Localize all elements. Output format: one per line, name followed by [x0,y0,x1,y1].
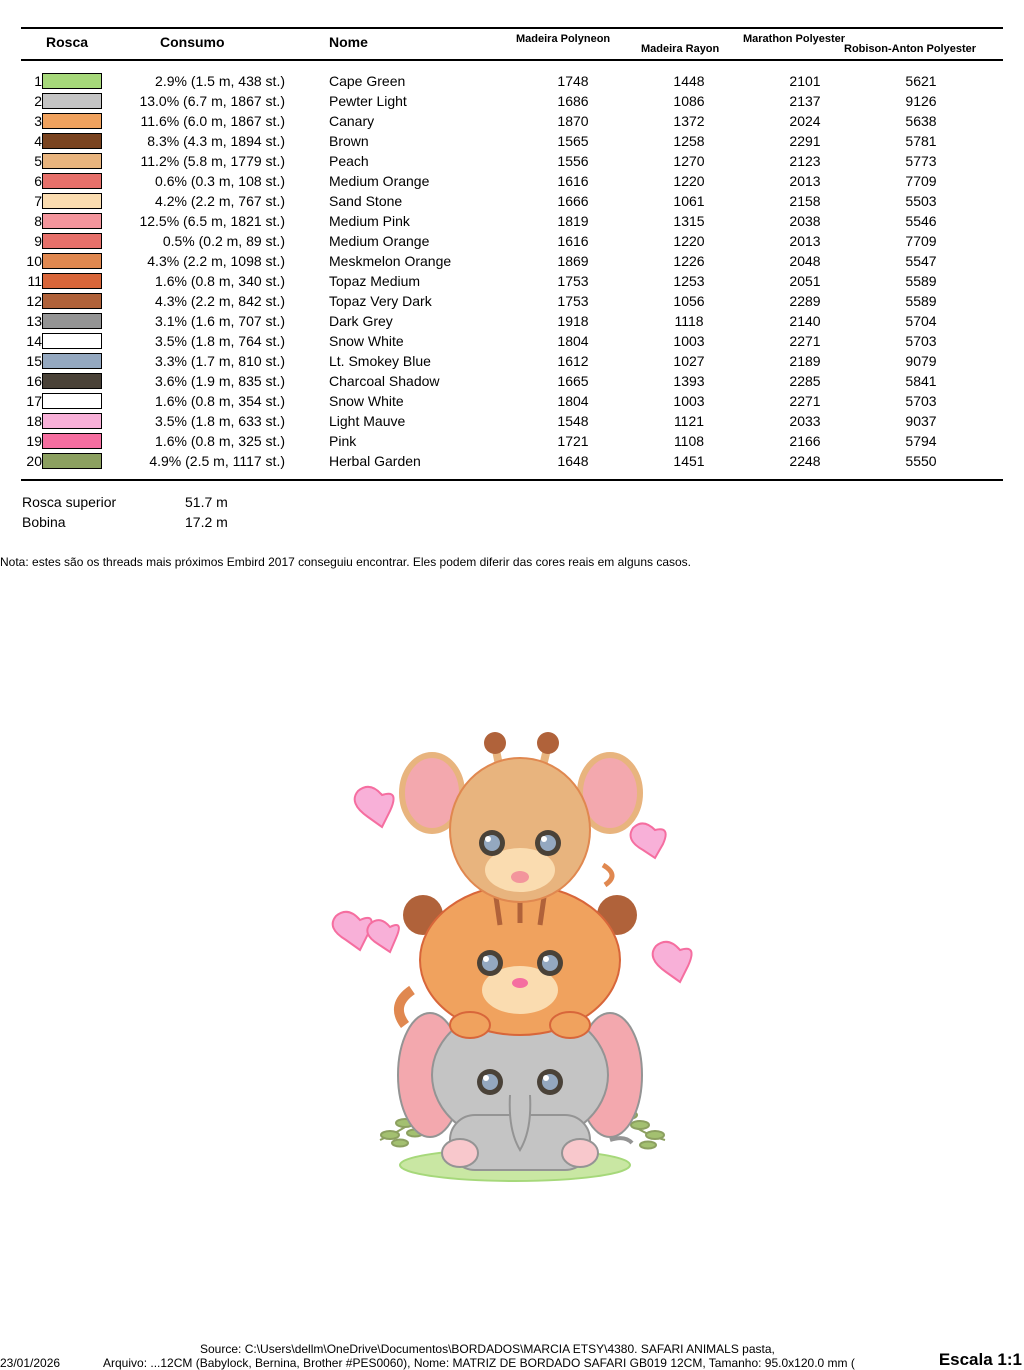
thread-table-body [0,71,1024,471]
thread-consumption: 2.9% (1.5 m, 438 st.) [155,73,285,89]
thread-name: Charcoal Shadow [329,373,440,389]
table-row [0,431,1024,451]
thread-number: 4 [34,133,42,149]
thread-consumption: 3.1% (1.6 m, 707 st.) [155,313,285,329]
marathon-polyester-code: 2048 [789,253,821,269]
thread-number: 18 [26,413,42,429]
color-swatch [42,353,102,369]
marathon-polyester-code: 2038 [789,213,821,229]
marathon-polyester-code: 2137 [789,93,821,109]
thread-name: Medium Pink [329,213,410,229]
marathon-polyester-code: 2033 [789,413,821,429]
table-header-rule [21,59,1003,61]
madeira-rayon-code: 1056 [673,293,705,309]
rosca-superior-value: 51.7 m [185,494,228,510]
madeira-polyneon-code: 1686 [557,93,589,109]
madeira-rayon-code: 1258 [673,133,705,149]
madeira-polyneon-code: 1616 [557,233,589,249]
thread-name: Medium Orange [329,233,430,249]
thread-consumption: 8.3% (4.3 m, 1894 st.) [147,133,285,149]
marathon-polyester-code: 2289 [789,293,821,309]
marathon-polyester-code: 2123 [789,153,821,169]
robison-anton-code: 5703 [905,393,937,409]
robison-anton-code: 5547 [905,253,937,269]
color-swatch [42,193,102,209]
thread-consumption: 1.6% (0.8 m, 354 st.) [155,393,285,409]
robison-anton-code: 5546 [905,213,937,229]
robison-anton-code: 7709 [905,233,937,249]
madeira-rayon-code: 1121 [673,413,705,429]
marathon-polyester-code: 2158 [789,193,821,209]
table-row [0,91,1024,111]
thread-number: 20 [26,453,42,469]
table-row [0,171,1024,191]
madeira-polyneon-code: 1753 [557,293,589,309]
madeira-rayon-code: 1027 [673,353,705,369]
thread-consumption: 0.6% (0.3 m, 108 st.) [155,173,285,189]
table-bottom-rule [21,479,1003,481]
thread-number: 7 [34,193,42,209]
madeira-rayon-code: 1108 [673,433,705,449]
color-swatch [42,453,102,469]
marathon-polyester-code: 2024 [789,113,821,129]
thread-name: Brown [329,133,369,149]
header-robison-anton: Robison-Anton Polyester [844,43,977,55]
thread-consumption: 3.5% (1.8 m, 633 st.) [155,413,285,429]
robison-anton-code: 7709 [905,173,937,189]
madeira-rayon-code: 1393 [673,373,705,389]
thread-name: Light Mauve [329,413,406,429]
thread-name: Peach [329,153,369,169]
thread-consumption: 0.5% (0.2 m, 89 st.) [162,233,285,249]
madeira-polyneon-code: 1612 [557,353,589,369]
thread-number: 10 [26,253,42,269]
marathon-polyester-code: 2013 [789,173,821,189]
thread-number: 5 [34,153,42,169]
table-row [0,211,1024,231]
marathon-polyester-code: 2271 [789,393,821,409]
thread-number: 14 [26,333,42,349]
color-swatch [42,253,102,269]
color-swatch [42,153,102,169]
marathon-polyester-code: 2285 [789,373,821,389]
color-swatch [42,413,102,429]
madeira-polyneon-code: 1804 [557,393,589,409]
madeira-rayon-code: 1003 [673,393,705,409]
thread-consumption: 3.6% (1.9 m, 835 st.) [155,373,285,389]
table-row [0,231,1024,251]
thread-consumption: 1.6% (0.8 m, 325 st.) [155,433,285,449]
marathon-polyester-code: 2189 [789,353,821,369]
madeira-polyneon-code: 1556 [557,153,589,169]
madeira-polyneon-code: 1648 [557,453,589,469]
madeira-rayon-code: 1372 [673,113,705,129]
thread-name: Cape Green [329,73,406,89]
color-swatch [42,333,102,349]
thread-consumption: 4.3% (2.2 m, 1098 st.) [147,253,285,269]
color-swatch [42,373,102,389]
madeira-rayon-code: 1448 [673,73,705,89]
robison-anton-code: 9037 [905,413,937,429]
robison-anton-code: 5589 [905,273,937,289]
thread-name: Sand Stone [329,193,403,209]
thread-note: Nota: estes são os threads mais próximos Embird 2017 conseguiu encontrar. Eles podem diferir das cores reais em alguns casos. [0,555,692,569]
color-swatch [42,313,102,329]
rosca-superior-label: Rosca superior [22,494,117,510]
color-swatch [42,433,102,449]
bobina-label: Bobina [22,514,66,530]
thread-consumption: 4.2% (2.2 m, 767 st.) [155,193,285,209]
table-row [0,331,1024,351]
color-swatch [42,233,102,249]
robison-anton-code: 5781 [905,133,937,149]
thread-number: 13 [26,313,42,329]
marathon-polyester-code: 2291 [789,133,821,149]
marathon-polyester-code: 2051 [789,273,821,289]
table-row [0,151,1024,171]
robison-anton-code: 5841 [905,373,937,389]
madeira-rayon-code: 1270 [673,153,705,169]
madeira-rayon-code: 1086 [673,93,705,109]
color-swatch [42,213,102,229]
madeira-polyneon-code: 1753 [557,273,589,289]
color-swatch [42,113,102,129]
thread-name: Medium Orange [329,173,430,189]
robison-anton-code: 5703 [905,333,937,349]
table-row [0,111,1024,131]
madeira-rayon-code: 1253 [673,273,705,289]
madeira-rayon-code: 1315 [673,213,705,229]
table-row [0,271,1024,291]
madeira-polyneon-code: 1870 [557,113,589,129]
thread-name: Herbal Garden [329,453,421,469]
madeira-rayon-code: 1003 [673,333,705,349]
table-row [0,131,1024,151]
table-row [0,411,1024,431]
robison-anton-code: 9079 [905,353,937,369]
thread-name: Pewter Light [329,93,407,109]
thread-consumption: 13.0% (6.7 m, 1867 st.) [139,93,285,109]
marathon-polyester-code: 2166 [789,433,821,449]
robison-anton-code: 5794 [905,433,937,449]
thread-name: Dark Grey [329,313,393,329]
thread-name: Meskmelon Orange [329,253,452,269]
thread-name: Lt. Smokey Blue [329,353,431,369]
table-top-rule [21,27,1003,29]
color-swatch [42,393,102,409]
table-row [0,311,1024,331]
madeira-rayon-code: 1226 [673,253,705,269]
color-swatch [42,93,102,109]
header-consumo: Consumo [160,34,225,50]
marathon-polyester-code: 2140 [789,313,821,329]
header-madeira-rayon: Madeira Rayon [641,43,720,55]
thread-name: Pink [329,433,357,449]
thread-number: 19 [26,433,42,449]
madeira-polyneon-code: 1565 [557,133,589,149]
robison-anton-code: 5704 [905,313,937,329]
thread-consumption: 11.2% (5.8 m, 1779 st.) [140,153,285,169]
table-row [0,451,1024,471]
footer-scale: Escala 1:1 [938,1350,1022,1369]
marathon-polyester-code: 2101 [789,73,821,89]
thread-number: 2 [34,93,42,109]
embroidery-design-image [320,725,710,1205]
robison-anton-code: 5589 [905,293,937,309]
robison-anton-code: 5773 [905,153,937,169]
madeira-polyneon-code: 1918 [557,313,589,329]
thread-number: 1 [34,73,42,89]
table-row [0,391,1024,411]
madeira-polyneon-code: 1804 [557,333,589,349]
robison-anton-code: 9126 [905,93,937,109]
header-madeira-polyneon: Madeira Polyneon [516,33,611,45]
thread-number: 9 [34,233,42,249]
table-row [0,191,1024,211]
thread-consumption: 12.5% (6.5 m, 1821 st.) [139,213,285,229]
thread-name: Canary [329,113,375,129]
marathon-polyester-code: 2013 [789,233,821,249]
table-row [0,351,1024,371]
madeira-polyneon-code: 1616 [557,173,589,189]
robison-anton-code: 5621 [905,73,937,89]
header-nome: Nome [329,34,368,50]
footer-arquivo: Arquivo: ...12CM (Babylock, Bernina, Brother #PES0060), Nome: MATRIZ DE BORDADO SAFARI GB019 12CM, Tamanho: 95.0x120.0 mm ( [103,1356,855,1370]
table-row [0,251,1024,271]
bobina-value: 17.2 m [185,514,228,530]
madeira-rayon-code: 1220 [673,173,705,189]
color-swatch [42,173,102,189]
madeira-polyneon-code: 1666 [557,193,589,209]
thread-number: 3 [34,113,42,129]
thread-number: 6 [34,173,42,189]
giraffe [402,732,640,902]
madeira-rayon-code: 1118 [674,313,704,329]
color-swatch [42,133,102,149]
color-swatch [42,293,102,309]
robison-anton-code: 5503 [905,193,937,209]
thread-consumption: 1.6% (0.8 m, 340 st.) [155,273,285,289]
madeira-polyneon-code: 1748 [557,73,589,89]
madeira-polyneon-code: 1869 [557,253,589,269]
madeira-polyneon-code: 1721 [557,433,589,449]
marathon-polyester-code: 2271 [789,333,821,349]
thread-number: 11 [27,273,42,289]
robison-anton-code: 5550 [905,453,937,469]
thread-number: 12 [26,293,42,309]
thread-number: 17 [26,393,42,409]
thread-consumption: 4.3% (2.2 m, 842 st.) [155,293,285,309]
marathon-polyester-code: 2248 [789,453,821,469]
color-swatch [42,73,102,89]
robison-anton-code: 5638 [905,113,937,129]
thread-number: 15 [26,353,42,369]
madeira-rayon-code: 1061 [673,193,705,209]
thread-number: 8 [34,213,42,229]
madeira-polyneon-code: 1665 [557,373,589,389]
thread-name: Snow White [329,393,404,409]
footer-source: Source: C:\Users\dellm\OneDrive\Documentos\BORDADOS\MARCIA ETSY\4380. SAFARI ANIMALS pasta, [200,1342,775,1356]
thread-name: Topaz Medium [329,273,421,289]
madeira-polyneon-code: 1819 [557,213,589,229]
header-marathon-polyester: Marathon Polyester [743,33,846,45]
table-row [0,291,1024,311]
thread-name: Topaz Very Dark [329,293,432,309]
thread-name: Snow White [329,333,404,349]
thread-number: 16 [26,373,42,389]
thread-consumption: 3.3% (1.7 m, 810 st.) [155,353,285,369]
table-row [0,71,1024,91]
footer-date: 23/01/2026 [0,1356,61,1370]
header-rosca: Rosca [46,34,89,50]
color-swatch [42,273,102,289]
table-row [0,371,1024,391]
thread-consumption: 3.5% (1.8 m, 764 st.) [155,333,285,349]
thread-consumption: 4.9% (2.5 m, 1117 st.) [149,453,285,469]
thread-consumption: 11.6% (6.0 m, 1867 st.) [140,113,285,129]
madeira-polyneon-code: 1548 [557,413,589,429]
madeira-rayon-code: 1451 [673,453,705,469]
madeira-rayon-code: 1220 [673,233,705,249]
